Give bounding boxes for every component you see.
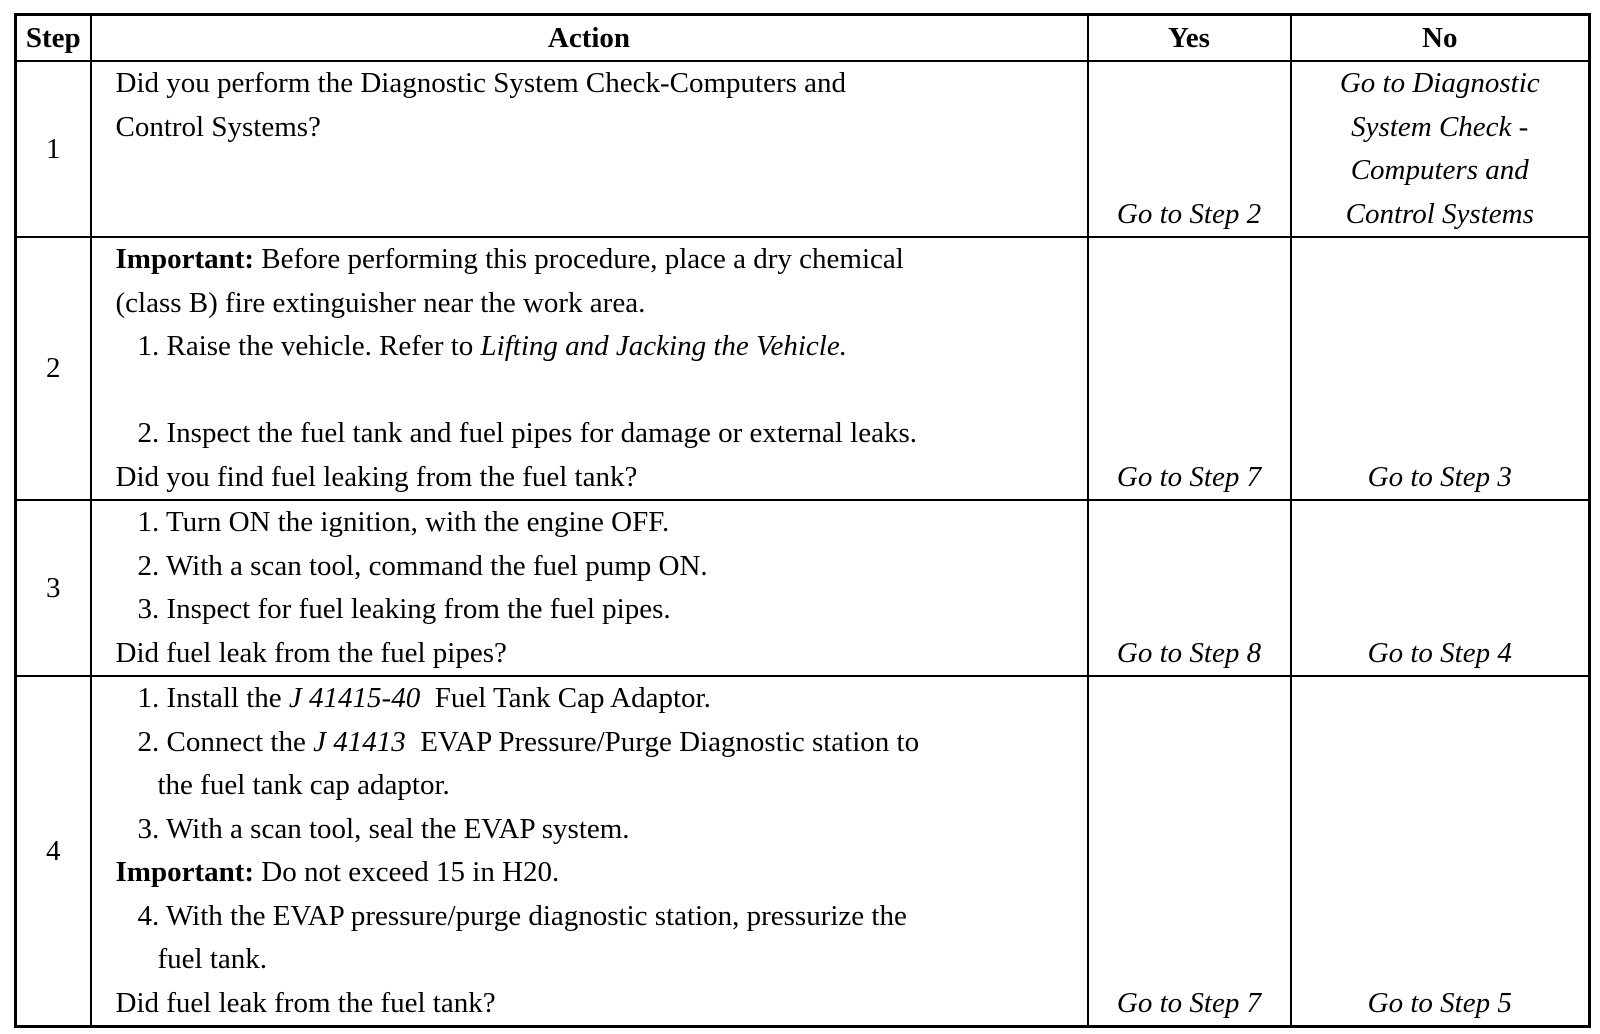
step-number: 1 — [16, 61, 91, 237]
header-step: Step — [16, 15, 91, 62]
action-substep: 3. With a scan tool, seal the EVAP system. — [137, 812, 630, 845]
header-row — [16, 15, 1590, 62]
no-cell: Go to Step 3 — [1291, 237, 1590, 500]
action-question: Did fuel leak from the fuel tank? — [115, 986, 496, 1019]
table-row — [16, 237, 1590, 500]
no-cell: Go to Step 5 — [1291, 676, 1590, 1027]
action-substep — [116, 721, 1087, 765]
substep-text: 1. Raise the vehicle. Refer to — [137, 330, 481, 362]
no-line: Go to Diagnostic — [1339, 67, 1540, 99]
reference-link: Lifting and Jacking the Vehicle. — [480, 330, 847, 362]
important-text: Do not exceed 15 in H20. — [254, 856, 560, 888]
important-note — [116, 851, 1087, 895]
action-substep: 1. Turn ON the ignition, with the engine OFF. — [137, 506, 670, 538]
header-yes: Yes — [1088, 15, 1291, 62]
header-no: No — [1291, 15, 1590, 62]
yes-cell: Go to Step 7 — [1088, 237, 1291, 500]
header-action: Action — [91, 15, 1088, 62]
action-cell — [91, 237, 1088, 500]
tool-number: J 41415-40 — [288, 682, 421, 714]
important-label: Important: — [115, 243, 255, 275]
no-cell — [1291, 61, 1590, 237]
substep-text: Fuel Tank Cap Adaptor. — [420, 682, 711, 714]
substep-text: 1. Install the — [137, 682, 289, 714]
action-substep — [116, 677, 1087, 721]
action-cell — [91, 61, 1088, 237]
tool-number: J 41413 — [313, 725, 406, 758]
action-substep — [116, 325, 1087, 369]
important-text: Before performing this procedure, place a dry chemical — [254, 243, 904, 275]
substep-text: 2. Connect the — [137, 725, 314, 758]
action-line: Did you perform the Diagnostic System Check-Computers and — [115, 67, 847, 99]
yes-cell: Go to Step 8 — [1088, 500, 1291, 676]
action-substep: 2. With a scan tool, command the fuel pump ON. — [137, 549, 708, 582]
step-number: 3 — [16, 500, 91, 676]
step-number: 2 — [16, 237, 91, 500]
action-question: Did you find fuel leaking from the fuel tank? — [115, 460, 638, 493]
action-line: Control Systems? — [115, 110, 321, 143]
table-row — [16, 61, 1590, 237]
action-substep: 2. Inspect the fuel tank and fuel pipes for damage or external leaks. — [137, 417, 917, 449]
important-note — [116, 238, 1087, 282]
action-cell — [91, 676, 1088, 1027]
table-row — [16, 500, 1590, 676]
diagnostic-table — [14, 13, 1591, 1028]
action-question: Did fuel leak from the fuel pipes? — [115, 636, 507, 669]
action-substep: 3. Inspect for fuel leaking from the fuel pipes. — [137, 593, 671, 625]
action-line: (class B) fire extinguisher near the work area. — [115, 286, 646, 319]
action-substep-cont: the fuel tank cap adaptor. — [157, 769, 450, 801]
substep-text: EVAP Pressure/Purge Diagnostic station to — [405, 725, 920, 758]
step-number: 4 — [16, 676, 91, 1027]
no-line: Control Systems — [1345, 197, 1534, 230]
action-substep: 4. With the EVAP pressure/purge diagnostic station, pressurize the — [137, 899, 907, 932]
action-substep-cont: fuel tank. — [157, 943, 268, 975]
no-cell: Go to Step 4 — [1291, 500, 1590, 676]
no-line: Computers and — [1350, 154, 1529, 186]
action-cell — [91, 500, 1088, 676]
table-row — [16, 676, 1590, 1027]
no-line: System Check - — [1351, 110, 1529, 143]
important-label: Important: — [115, 856, 255, 888]
spacer — [116, 369, 1087, 413]
yes-cell: Go to Step 2 — [1088, 61, 1291, 237]
yes-cell: Go to Step 7 — [1088, 676, 1291, 1027]
